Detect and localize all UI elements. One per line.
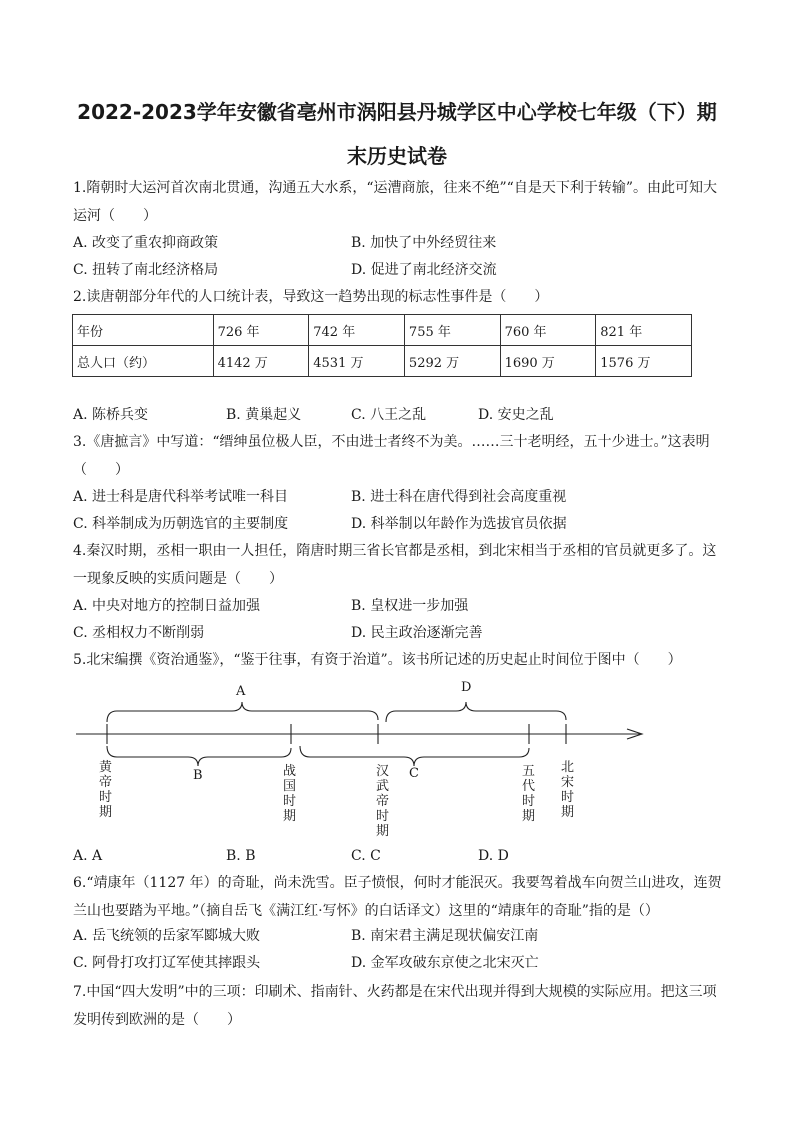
brace-c <box>300 746 529 766</box>
timeline-point-wudai: 五代时期 <box>522 764 536 824</box>
table-cell: 4531 万 <box>309 346 405 377</box>
question-2-option-d[interactable]: D. 安史之乱 <box>478 407 554 423</box>
question-4-option-c[interactable]: C. 丞相权力不断削弱 <box>73 625 205 641</box>
brace-a <box>107 702 378 722</box>
question-1-option-c[interactable]: C. 扭转了南北经济格局 <box>73 262 219 278</box>
table-row <box>73 315 692 346</box>
question-3-option-d[interactable]: D. 科举制以年龄作为选拔官员依据 <box>351 516 567 532</box>
exam-title-line1: 2022-2023学年安徽省亳州市涡阳县丹城学区中心学校七年级（下）期 <box>77 100 717 124</box>
question-5-option-a[interactable]: A. A <box>73 848 103 864</box>
table-cell: 4142 万 <box>213 346 309 377</box>
table-cell: 年份 <box>73 315 214 346</box>
question-4-stem: 4.秦汉时期，丞相一职由一人担任，隋唐时期三省长官都是丞相，到北宋相当于丞相的官员就更多了。这一现象反映的实质问题是（ ） <box>73 543 717 587</box>
question-4-option-a[interactable]: A. 中央对地方的控制日益加强 <box>73 598 261 614</box>
question-4-option-b[interactable]: B. 皇权进一步加强 <box>351 598 469 614</box>
table-cell: 755 年 <box>404 315 500 346</box>
question-5-option-d[interactable]: D. D <box>478 848 509 864</box>
question-6-stem: 6.“靖康年（1127 年）的奇耻，尚未洗雪。臣子愤恨，何时才能泯灭。我要驾着战车向贺兰山进攻，连贺兰山也要踏为平地。”（摘自岳飞《满江红·写怀》的白话译文）这里的“靖康年的奇耻”指的是（） <box>73 875 722 919</box>
question-2-option-b[interactable]: B. 黄巢起义 <box>226 407 302 423</box>
question-2-option-c[interactable]: C. 八王之乱 <box>351 407 427 423</box>
brace-d <box>386 702 566 722</box>
timeline-point-huangdi: 黄帝时期 <box>99 760 113 820</box>
question-3-stem: 3.《唐摭言》中写道：“缙绅虽位极人臣，不由进士者终不为美。……三十老明经，五十少进士。”这表明（ ） <box>73 434 710 478</box>
question-3-option-c[interactable]: C. 科举制成为历朝选官的主要制度 <box>73 516 289 532</box>
question-6-option-a[interactable]: A. 岳飞统领的岳家军郾城大败 <box>73 928 261 944</box>
table-cell: 1690 万 <box>500 346 596 377</box>
table-cell: 742 年 <box>309 315 405 346</box>
table-row <box>73 346 692 377</box>
question-1-option-a[interactable]: A. 改变了重农抑商政策 <box>73 235 219 251</box>
table-cell: 760 年 <box>500 315 596 346</box>
timeline-point-beisong: 北宋时期 <box>561 760 575 820</box>
question-6-option-d[interactable]: D. 金军攻破东京使之北宋灭亡 <box>351 955 539 971</box>
table-cell: 1576 万 <box>596 346 692 377</box>
timeline-point-hanwudi: 汉武帝时期 <box>376 764 390 839</box>
brace-label-c: C <box>409 766 419 781</box>
table-cell: 总人口（约） <box>73 346 214 377</box>
exam-title-line2: 末历史试卷 <box>347 144 447 168</box>
timeline-arrow-icon <box>627 729 642 739</box>
question-3-option-a[interactable]: A. 进士科是唐代科举考试唯一科目 <box>73 489 289 505</box>
question-1-option-d[interactable]: D. 促进了南北经济交流 <box>351 262 497 278</box>
question-6-option-c[interactable]: C. 阿骨打攻打辽军使其摔跟头 <box>73 955 261 971</box>
question-1-option-b[interactable]: B. 加快了中外经贸往来 <box>351 235 497 251</box>
brace-b <box>107 746 291 766</box>
table-cell: 726 年 <box>213 315 309 346</box>
population-table <box>72 314 692 377</box>
question-6-option-b[interactable]: B. 南宋君主满足现状偏安江南 <box>351 928 539 944</box>
brace-label-d: D <box>461 680 472 695</box>
brace-label-b: B <box>193 768 203 783</box>
question-5-stem: 5.北宋编撰《资治通鉴》，“鉴于往事，有资于治道”。该书所记述的历史起止时间位于图中（ ） <box>73 652 682 668</box>
question-5-option-b[interactable]: B. B <box>226 848 256 864</box>
question-2-option-a[interactable]: A. 陈桥兵变 <box>73 407 149 423</box>
timeline-point-zhanguo: 战国时期 <box>283 764 297 824</box>
question-2-stem: 2.读唐朝部分年代的人口统计表，导致这一趋势出现的标志性事件是（ ） <box>73 289 549 305</box>
question-1-stem: 1.隋朝时大运河首次南北贯通，沟通五大水系，“运漕商旅，往来不绝”“自是天下利于转输”。由此可知大运河（ ） <box>73 180 717 224</box>
question-7-stem: 7.中国“四大发明”中的三项：印刷术、指南针、火药都是在宋代出现并得到大规模的实际应用。把这三项发明传到欧洲的是（ ） <box>73 984 717 1028</box>
question-3-option-b[interactable]: B. 进士科在唐代得到社会高度重视 <box>351 489 567 505</box>
table-cell: 5292 万 <box>404 346 500 377</box>
question-4-option-d[interactable]: D. 民主政治逐渐完善 <box>351 625 483 641</box>
table-cell: 821 年 <box>596 315 692 346</box>
question-5-option-c[interactable]: C. C <box>351 848 381 864</box>
brace-label-a: A <box>236 684 246 699</box>
